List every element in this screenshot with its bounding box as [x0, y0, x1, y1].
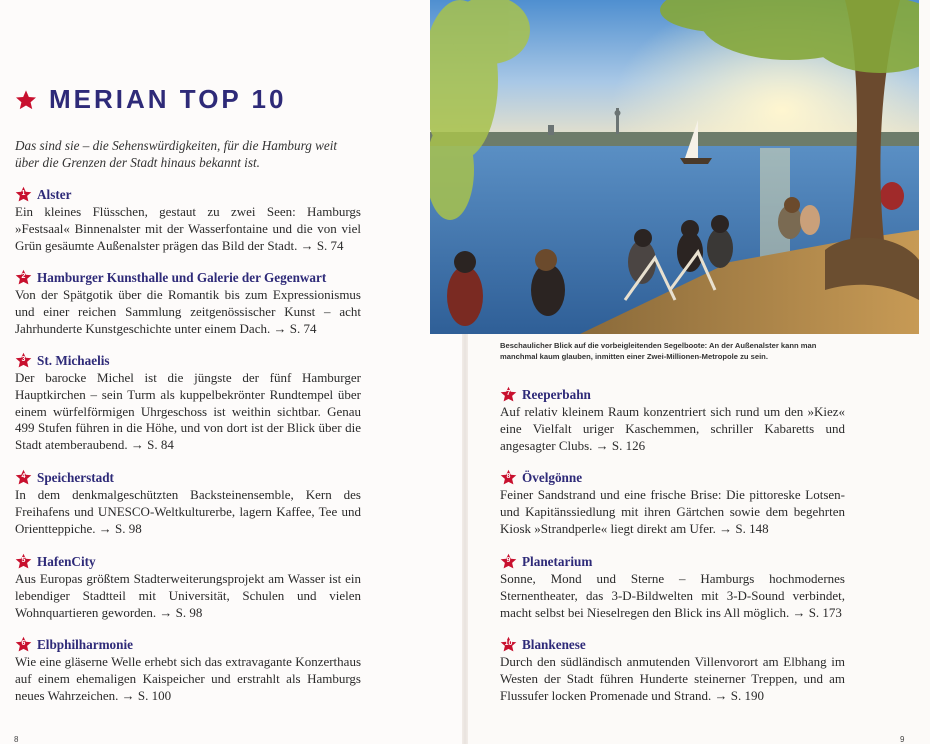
entry-description: Feiner Sandstrand und eine frische Brise: Die pittoreske Lotsen- und Kapitänssiedlung mit ihren Gärtchen sowie dem begehrten Kiosk »Strandperle« liegt direkt am Ufer. → S. 148 — [500, 487, 845, 536]
entry-title: Alster — [37, 186, 72, 202]
entry-description: Durch den südländisch anmutenden Villenvorort am Elbhang im Westen der Stadt führen Hunderte steinerner Treppen, und am Flussufer locken Promenade und Strand. → S. 190 — [500, 654, 845, 703]
number-star-icon: 9 — [500, 553, 517, 570]
top-entry-3 — [15, 352, 361, 454]
entry-title: Speicherstadt — [37, 469, 114, 485]
entry-title: HafenCity — [37, 553, 96, 569]
top-entry-6 — [15, 636, 361, 704]
entry-title: St. Michaelis — [37, 352, 110, 368]
top-entry-1 — [15, 186, 361, 254]
entry-description: Auf relativ kleinem Raum konzentriert sich rund um den »Kiez« eine Vielfalt uriger Kaschemmen, schriller Kabaretts und angesagter Clubs. → S. 126 — [500, 404, 845, 453]
top-entry-2 — [15, 269, 361, 337]
intro-text: Das sind sie – die Sehenswürdigkeiten, für die Hamburg weit über die Grenzen der Stadt hinaus bekannt ist. — [15, 138, 338, 170]
entry-description: Aus Europas größtem Stadterweiterungsprojekt am Wasser ist ein lebendiger Stadtteil mit Universität, Schulen und vielen Wohnquartieren geworden. → S. 98 — [15, 571, 361, 620]
number-star-icon: 7 — [500, 386, 517, 403]
entry-title: Planetarium — [522, 553, 593, 569]
entry-description: In dem denkmalgeschützten Backsteinensemble, Kern des Freihafens und UNESCO-Weltkulturerbe, lagern Kaffee, Tee und Orientteppiche. → S. 98 — [15, 487, 361, 536]
number-star-icon: 10 — [500, 636, 517, 653]
top-entry-4 — [15, 469, 361, 537]
number-star-icon: 3 — [15, 352, 32, 369]
entry-title: Reeperbahn — [522, 386, 591, 402]
top-entry-7 — [500, 386, 845, 454]
top-entry-10 — [500, 636, 845, 704]
entry-description: Wie eine gläserne Welle erhebt sich das extravagante Konzerthaus auf einem ehemaligen Kaispeicher und erstrahlt als Hamburgs neues Wahrzeichen. → S. 100 — [15, 654, 361, 703]
section-heading — [15, 84, 286, 115]
entry-title: Blankenese — [522, 636, 586, 652]
entry-title: Övelgönne — [522, 469, 583, 485]
photo-caption: Beschaulicher Blick auf die vorbeigleitenden Segelboote: An der Außenalster kann man manchmal kaum glauben, inmitten einer Zwei-Millionen-Metropole zu sein. — [500, 341, 817, 361]
entry-description: Von der Spätgotik über die Romantik bis zum Expressionismus und einer reichen Sammlung zeitgenössischer Kunst – acht Jahrhunderte Kunstgeschichte unter einem Dach. → S. 74 — [15, 287, 361, 336]
alster-photo — [430, 0, 919, 334]
number-star-icon: 8 — [500, 469, 517, 486]
number-star-icon: 2 — [15, 269, 32, 286]
entry-description: Ein kleines Flüsschen, gestaut zu zwei Seen: Hamburgs »Festsaal« Binnenalster mit der Wasserfontaine und die von viel Grün gesäumte Außenalster prägen das Bild der Stadt. → S. 74 — [15, 204, 361, 253]
entry-title: Elbphilharmonie — [37, 636, 134, 652]
entry-description: Sonne, Mond und Sterne – Hamburgs hochmodernes Sternentheater, das 3-D-Bildwelten mit 3-D-Sound verbindet, macht selbst bei Nieselregen den Blick ins All möglich. → S. 173 — [500, 571, 845, 620]
page-number-right: 9 — [900, 735, 905, 744]
top-entry-9 — [500, 553, 845, 621]
number-star-icon: 4 — [15, 469, 32, 486]
page-title: MERIAN TOP 10 — [49, 84, 287, 114]
number-star-icon: 1 — [15, 186, 32, 203]
entry-title: Hamburger Kunsthalle und Galerie der Gegenwart — [37, 269, 327, 285]
entry-description: Der barocke Michel ist die jüngste der fünf Hamburger Hauptkirchen – sein Turm als kuppelbekrönter Rundtempel über einem würfelförmigen Uhrgeschoss ist weithin sichtbar. Genau 499 Stufen führen in die Höhe, und von dort ist der Blick über die Stadt atemberaubend. → S. 84 — [15, 370, 361, 453]
top-entry-8 — [500, 469, 845, 537]
number-star-icon: 5 — [15, 553, 32, 570]
top-entry-5 — [15, 553, 361, 621]
number-star-icon: 6 — [15, 636, 32, 653]
star-icon — [15, 89, 37, 111]
page-number-left: 8 — [14, 735, 19, 744]
